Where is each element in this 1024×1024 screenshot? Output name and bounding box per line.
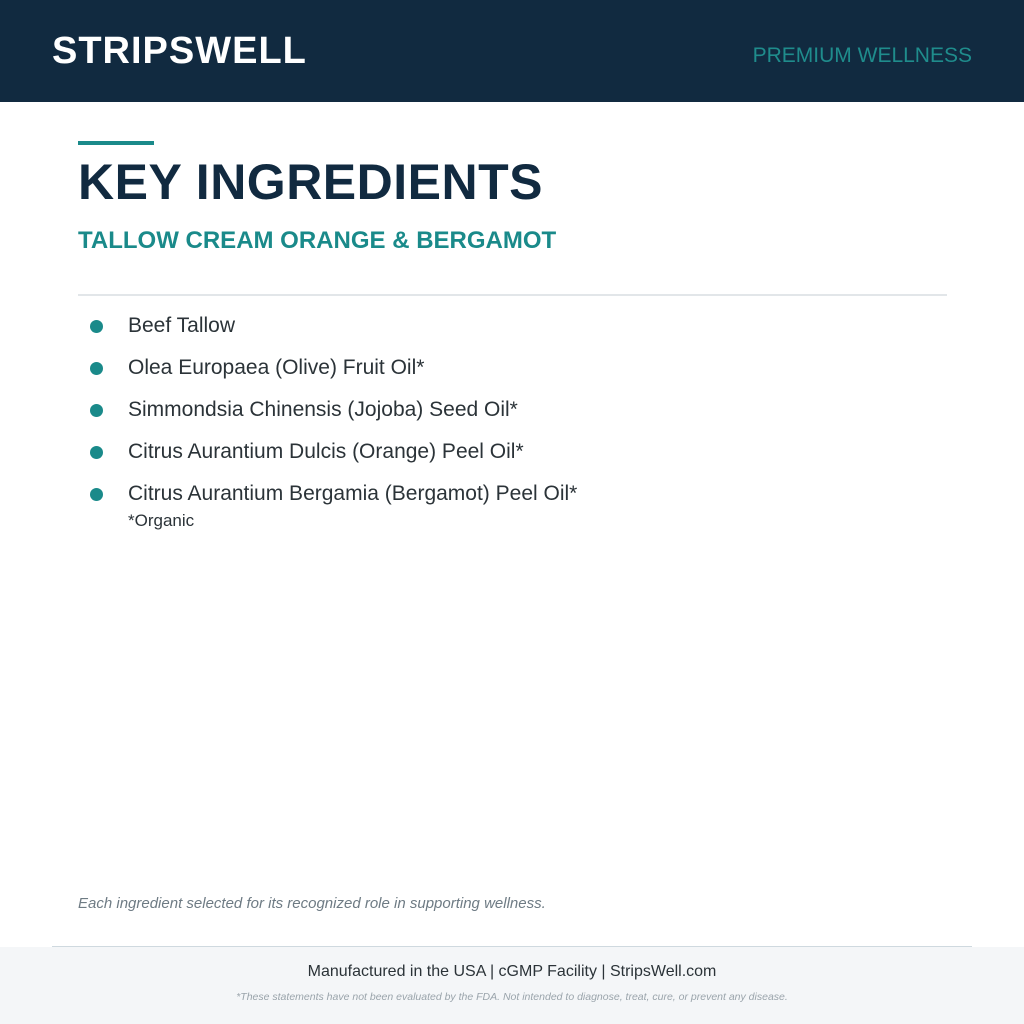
footer-panel bbox=[0, 947, 1024, 1024]
bullet-dot-icon bbox=[90, 362, 103, 375]
footer-info-text: Manufactured in the USA | cGMP Facility | StripsWell.com bbox=[307, 963, 717, 980]
ingredient-label: Citrus Aurantium Bergamia (Bergamot) Peel Oil* bbox=[128, 482, 578, 505]
page-title: KEY INGREDIENTS bbox=[78, 154, 543, 210]
footer-divider bbox=[52, 946, 972, 947]
brand-logo-text: STRIPSWELL bbox=[52, 30, 307, 72]
bullet-dot-icon bbox=[90, 404, 103, 417]
bullet-dot-icon bbox=[90, 320, 103, 333]
ingredient-label: Simmondsia Chinensis (Jojoba) Seed Oil* bbox=[128, 398, 518, 421]
ingredient-item bbox=[78, 394, 577, 436]
ingredient-label: Beef Tallow bbox=[128, 314, 236, 337]
ingredient-list bbox=[78, 310, 577, 520]
ingredient-item bbox=[78, 352, 577, 394]
ingredient-item bbox=[78, 436, 577, 478]
section-divider bbox=[78, 294, 947, 296]
organic-footnote: *Organic bbox=[128, 511, 195, 530]
brand-tagline: PREMIUM WELLNESS bbox=[752, 44, 972, 67]
header-bar bbox=[0, 0, 1024, 102]
title-accent-bar bbox=[78, 141, 154, 145]
bullet-dot-icon bbox=[90, 446, 103, 459]
ingredient-label: Olea Europaea (Olive) Fruit Oil* bbox=[128, 356, 425, 379]
ingredient-label: Citrus Aurantium Dulcis (Orange) Peel Oil* bbox=[128, 440, 524, 463]
fda-disclaimer: *These statements have not been evaluated by the FDA. Not intended to diagnose, treat, cure, or prevent any disease. bbox=[236, 991, 788, 1003]
ingredient-item bbox=[78, 310, 577, 352]
wellness-claim-text: Each ingredient selected for its recognized role in supporting wellness. bbox=[78, 895, 546, 912]
product-subtitle: TALLOW CREAM ORANGE & BERGAMOT bbox=[78, 227, 557, 254]
bullet-dot-icon bbox=[90, 488, 103, 501]
